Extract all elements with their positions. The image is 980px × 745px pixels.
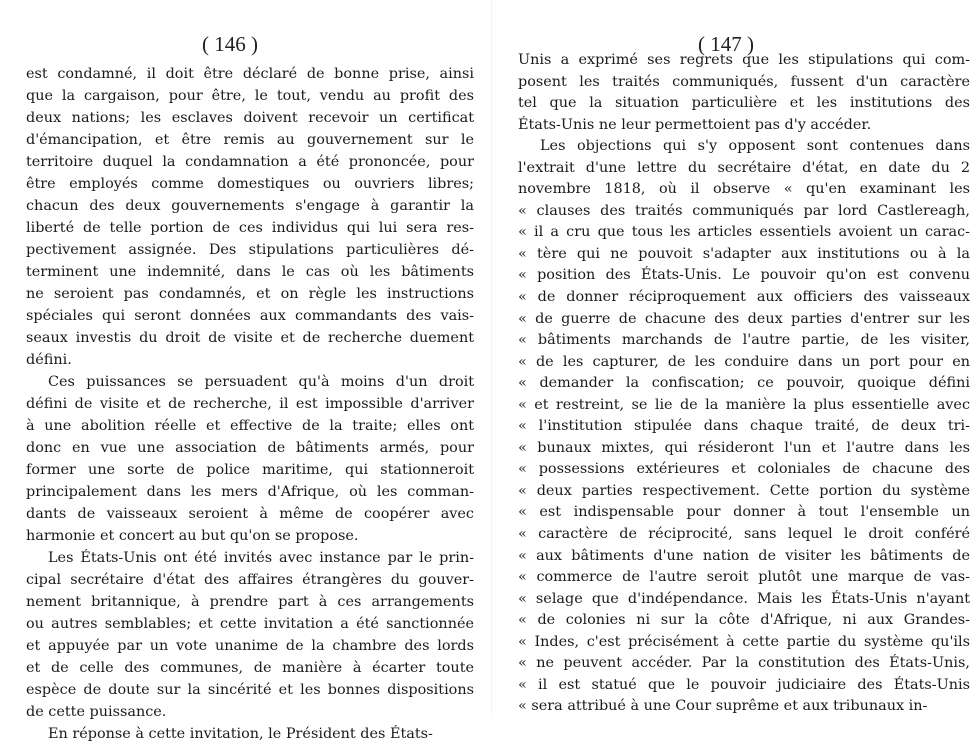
text-line: spéciales qui seront données aux commandants des vais-	[26, 308, 474, 324]
text-line: « possessions extérieures et coloniales de chacune des	[518, 461, 970, 478]
text-line: est condamné, il doit être déclaré de bonne prise, ainsi	[26, 66, 474, 82]
text-line: chacun des deux gouvernements s'engage à garantir la	[26, 198, 474, 214]
text-line: « ne peuvent accéder. Par la constitution des États-Unis,	[518, 655, 970, 672]
right-page	[512, 0, 972, 714]
text-line: « Indes, c'est précisément à cette partie du système qu'ils	[518, 633, 970, 650]
text-line: « bunaux mixtes, qui résideront l'un et l'autre dans les	[518, 439, 970, 456]
text-line: En réponse à cette invitation, le Président des États-	[48, 726, 433, 742]
page-text	[518, 50, 970, 718]
text-line: « position des États-Unis. Le pouvoir qu'on est convenu	[518, 267, 970, 284]
text-line: à une abolition réelle et effective de la traite; elles ont	[26, 418, 474, 434]
text-line: l'extrait d'une lettre du secrétaire d'état, en date du 2	[518, 159, 970, 176]
book-gutter	[491, 0, 492, 714]
paragraph	[26, 371, 474, 547]
paragraph	[518, 50, 970, 136]
text-line: de cette puissance.	[26, 704, 167, 720]
text-line: « de les capturer, de les conduire dans un port pour en	[518, 353, 970, 370]
text-line: défini de visite et de recherche, il est impossible d'arriver	[26, 396, 474, 412]
page-number: ( 146 )	[202, 32, 258, 56]
text-line: « il a cru que tous les articles essentiels avoient un carac-	[518, 224, 970, 241]
paragraph	[518, 136, 970, 718]
text-line: d'émancipation, et être remis au gouvernement sur le	[26, 132, 474, 148]
text-line: que la cargaison, pour être, le tout, vendu au profit des	[26, 88, 474, 104]
text-line: « caractère de réciprocité, sans lequel le droit conféré	[518, 526, 970, 543]
text-line: novembre 1818, où il observe « qu'en examinant les	[518, 181, 970, 198]
text-line: tel que la situation particulière et les institutions des	[518, 95, 970, 112]
text-line: principalement dans les mers d'Afrique, où les comman-	[26, 484, 474, 500]
paragraph	[26, 63, 474, 371]
text-line: seaux investis du droit de visite et de recherche duement	[26, 330, 474, 346]
text-line: « demander la confiscation; ce pouvoir, quoique défini	[518, 375, 970, 392]
text-line: États-Unis ne leur permettoient pas d'y accéder.	[518, 116, 872, 133]
text-line: « aux bâtiments d'une nation de visiter les bâtiments de	[518, 547, 970, 564]
text-line: ne seroient pas condamnés, et on règle les instructions	[26, 286, 474, 302]
text-line: Ces puissances se persuadent qu'à moins d'un droit	[48, 374, 474, 390]
text-line: « clauses des traités communiqués par lord Castlereagh,	[518, 202, 970, 219]
text-line: liberté de telle portion de ces individus qui lui sera res-	[26, 220, 474, 236]
text-line: « selage que d'indépendance. Mais les États-Unis n'ayant	[518, 590, 970, 607]
text-line: donc en vue une association de bâtiments armés, pour	[26, 440, 474, 456]
text-line: Unis a exprimé ses regrets que les stipulations qui com-	[518, 52, 970, 68]
text-line: « de donner réciproquement aux officiers des vaisseaux	[518, 289, 970, 306]
text-line: espèce de doute sur la sincérité et les bonnes dispositions	[26, 682, 474, 698]
text-line: Les objections qui s'y opposent sont contenues dans	[540, 138, 970, 155]
text-line: « deux parties respectivement. Cette portion du système	[518, 482, 970, 499]
text-line: nement britannique, à prendre part à ces arrangements	[26, 594, 474, 610]
text-line: cipal secrétaire d'état des affaires étrangères du gouver-	[26, 572, 474, 588]
text-line: territoire duquel la condamnation a été prononcée, pour	[26, 154, 474, 170]
text-line: « tère qui ne pouvoit s'adapter aux institutions ou à la	[518, 245, 970, 262]
text-line: former une sorte de police maritime, qui stationneroit	[26, 462, 474, 478]
paragraph	[26, 547, 474, 723]
text-line: deux nations; les esclaves doivent recevoir un certificat	[26, 110, 474, 126]
text-line: « de colonies ni sur la côte d'Afrique, ni aux Grandes-	[518, 612, 970, 629]
text-line: harmonie et concert au but qu'on se propose.	[26, 528, 359, 544]
left-page	[10, 0, 480, 742]
text-line: « l'institution stipulée dans chaque traité, de deux tri-	[518, 418, 970, 435]
text-line: « et restreint, se lie de la manière la plus essentielle avec	[518, 396, 970, 413]
text-line: « est indispensable pour donner à tout l'ensemble un	[518, 504, 970, 521]
text-line: « sera attribué à une Cour suprême et aux tribunaux in-	[518, 698, 928, 715]
text-line: et de celle des communes, de manière à écarter toute	[26, 660, 474, 676]
text-line: pectivement assignée. Des stipulations particulières dé-	[26, 242, 474, 258]
text-line: et appuyée par un vote unanime de la chambre des lords	[26, 638, 474, 654]
text-line: terminent une indemnité, dans le cas où les bâtiments	[26, 264, 474, 280]
text-line: Les États-Unis ont été invités avec instance par le prin-	[48, 550, 474, 566]
page-text	[26, 63, 474, 745]
paragraph	[26, 723, 474, 745]
text-line: « commerce de l'autre seroit plutôt une marque de vas-	[518, 569, 970, 586]
text-line: posent les traités communiqués, fussent d'un caractère	[518, 73, 970, 90]
text-line: « bâtiments marchands de l'autre partie, de les visiter,	[518, 332, 970, 349]
text-line: « de guerre de chacune des deux parties d'entrer sur les	[518, 310, 970, 327]
page-number: ( 147 )	[698, 32, 754, 56]
text-line: être employés comme domestiques ou ouvriers libres;	[26, 176, 474, 192]
text-line: ou autres semblables; et cette invitation a été sanctionnée	[26, 616, 474, 632]
text-line: défini.	[26, 352, 72, 368]
text-line: dants de vaisseaux seroient à même de coopérer avec	[26, 506, 474, 522]
text-line: « il est statué que le pouvoir judiciaire des États-Unis	[518, 676, 970, 693]
